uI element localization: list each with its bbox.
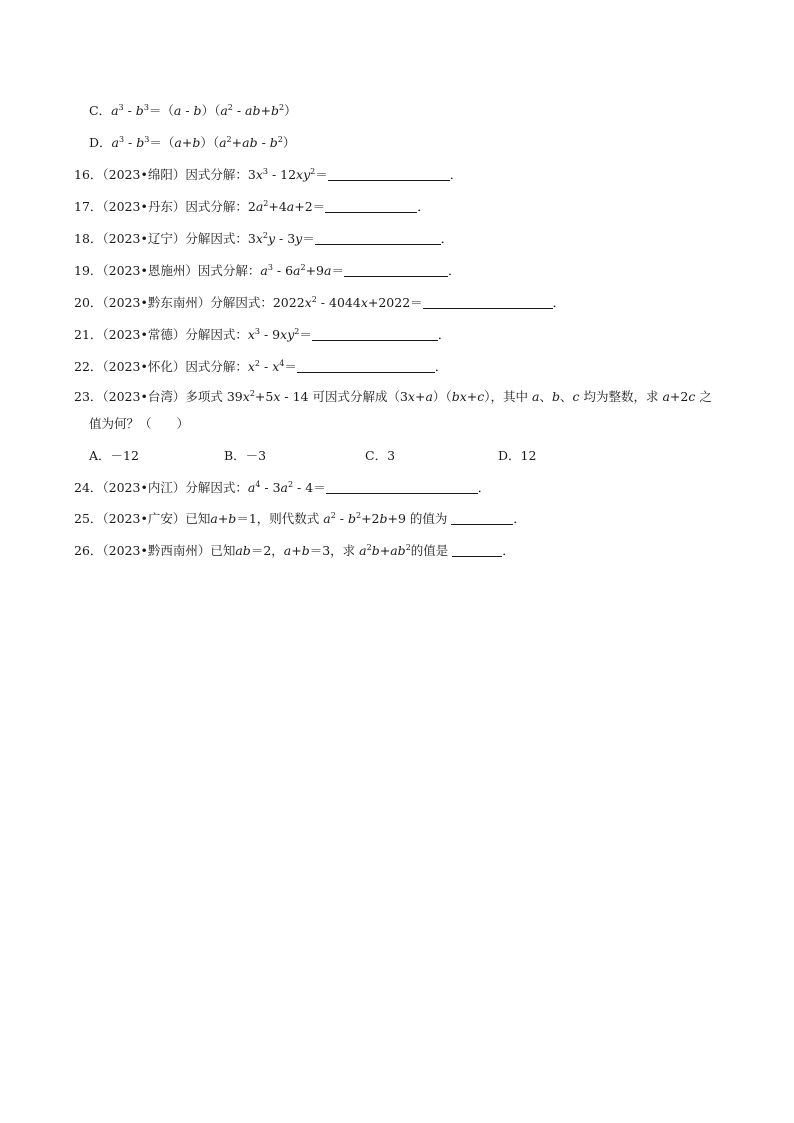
question-26: 26．（2023•黔西南州）已知ab＝2，a+b＝3，求 $a^2b+ab^2$的值是 ．	[74, 543, 515, 558]
question-source: （2023•怀化）	[102, 359, 186, 374]
option-c-label: C．	[89, 103, 112, 118]
question-text: 已知	[185, 511, 211, 526]
question-text: 因式分解：	[197, 263, 261, 278]
option-d	[89, 133, 295, 153]
question-source: （2023•黔西南州）	[102, 543, 211, 558]
answer-blank[interactable]	[344, 262, 448, 277]
question-24: 24．（2023•内江）分解因式：$a^4 - 3a^2 - 4=$ ．	[74, 480, 491, 495]
option-d[interactable]: D．12	[498, 448, 537, 463]
answer-blank[interactable]	[452, 542, 502, 557]
answer-blank[interactable]	[326, 479, 478, 494]
question-text: 因式分解：	[185, 359, 248, 374]
question-16: 16．（2023•绵阳）因式分解：$3x^3 - 12xy^2=$ ．	[74, 167, 463, 182]
question-22: 22．（2023•怀化）因式分解：$x^2 - x^4=$ ．	[74, 359, 448, 374]
question-formula: $39x^2+5x - 14$ 可因式分解成（3x+a）（bx+c），其中 a、b、c 均为整数，求 a+2c 之	[222, 389, 712, 404]
question-formula: a+b＝1，则代数式 $a^2 - b^2+2b+9$ 的值为	[210, 511, 452, 526]
question-number: 25．	[74, 511, 103, 526]
answer-blank[interactable]	[325, 198, 417, 213]
question-number: 22．	[74, 359, 103, 374]
question-text: 因式分解：	[185, 199, 248, 214]
option-c[interactable]: C．3	[365, 448, 396, 463]
question-text: 分解因式：	[185, 327, 248, 342]
question-17: 17．（2023•丹东）因式分解：$2a^2+4a+2=$ ．	[74, 199, 430, 214]
question-number: 24．	[74, 480, 103, 495]
question-text: 已知	[210, 543, 236, 558]
question-source: （2023•辽宁）	[102, 231, 186, 246]
question-formula: $x^2 - x^4=$	[247, 359, 297, 374]
question-formula: $x^3 - 9xy^2=$	[247, 327, 312, 342]
option-b[interactable]: B．－3	[224, 448, 267, 463]
question-formula: $2a^2+4a+2=$	[247, 199, 326, 214]
answer-blank[interactable]	[297, 358, 435, 373]
answer-blank[interactable]	[328, 166, 450, 181]
question-21: 21．（2023•常德）分解因式：$x^3 - 9xy^2=$ ．	[74, 327, 451, 342]
question-20: 20．（2023•黔东南州）分解因式：$2022x^2 - 4044x+2022=$ ．	[74, 295, 566, 310]
question-source: （2023•丹东）	[102, 199, 186, 214]
question-text: 分解因式：	[185, 231, 248, 246]
answer-blank[interactable]	[315, 230, 441, 245]
question-25: 25．（2023•广安）已知a+b＝1，则代数式 $a^2 - b^2+2b+9$ 的值为 ．	[74, 511, 526, 526]
question-number: 18．	[74, 231, 103, 246]
option-c	[89, 101, 297, 121]
question-number: 23．	[74, 389, 103, 404]
question-text: 分解因式：	[210, 295, 273, 310]
option-d-label: D．	[89, 135, 112, 150]
question-23-line2: 值为何？（ ）	[89, 416, 190, 431]
question-formula: $2022x^2 - 4044x+2022=$	[272, 295, 423, 310]
question-text: 因式分解：	[185, 167, 248, 182]
question-23-options	[89, 446, 589, 466]
option-c-formula: $a^3 - b^3=(a - b)(a^2 - ab+b^2)$	[111, 103, 297, 118]
question-19: 19．（2023•恩施州）因式分解：$a^3 - 6a^2+9a=$ ．	[74, 263, 461, 278]
option-a[interactable]: A．－12	[89, 448, 139, 463]
question-text: 分解因式：	[185, 480, 248, 495]
question-source: （2023•广安）	[102, 511, 186, 526]
question-number: 21．	[74, 327, 103, 342]
question-number: 17．	[74, 199, 103, 214]
question-formula: $a^4 - 3a^2 - 4=$	[247, 480, 326, 495]
question-formula: $3x^2y - 3y=$	[247, 231, 315, 246]
answer-blank[interactable]	[312, 326, 438, 341]
answer-blank[interactable]	[423, 294, 553, 309]
question-number: 20．	[74, 295, 103, 310]
question-number: 19．	[74, 263, 103, 278]
question-formula: $a^3 - 6a^2+9a=$	[260, 263, 344, 278]
question-source: （2023•内江）	[102, 480, 186, 495]
question-formula: ab＝2，a+b＝3，求 $a^2b+ab^2$的值是	[235, 543, 453, 558]
question-source: （2023•恩施州）	[102, 263, 198, 278]
question-formula: $3x^3 - 12xy^2=$	[247, 167, 328, 182]
question-number: 16．	[74, 167, 103, 182]
question-source: （2023•台湾）	[102, 389, 186, 404]
question-source: （2023•常德）	[102, 327, 186, 342]
question-23	[74, 387, 712, 407]
answer-blank[interactable]	[451, 510, 513, 525]
question-18: 18．（2023•辽宁）分解因式：$3x^2y - 3y=$ ．	[74, 231, 454, 246]
question-source: （2023•绵阳）	[102, 167, 186, 182]
question-number: 26．	[74, 543, 103, 558]
question-source: （2023•黔东南州）	[102, 295, 211, 310]
question-text: 多项式	[185, 389, 223, 404]
option-d-formula: $a^3 - b^3=(a+b)(a^2+ab - b^2)$	[111, 135, 296, 150]
